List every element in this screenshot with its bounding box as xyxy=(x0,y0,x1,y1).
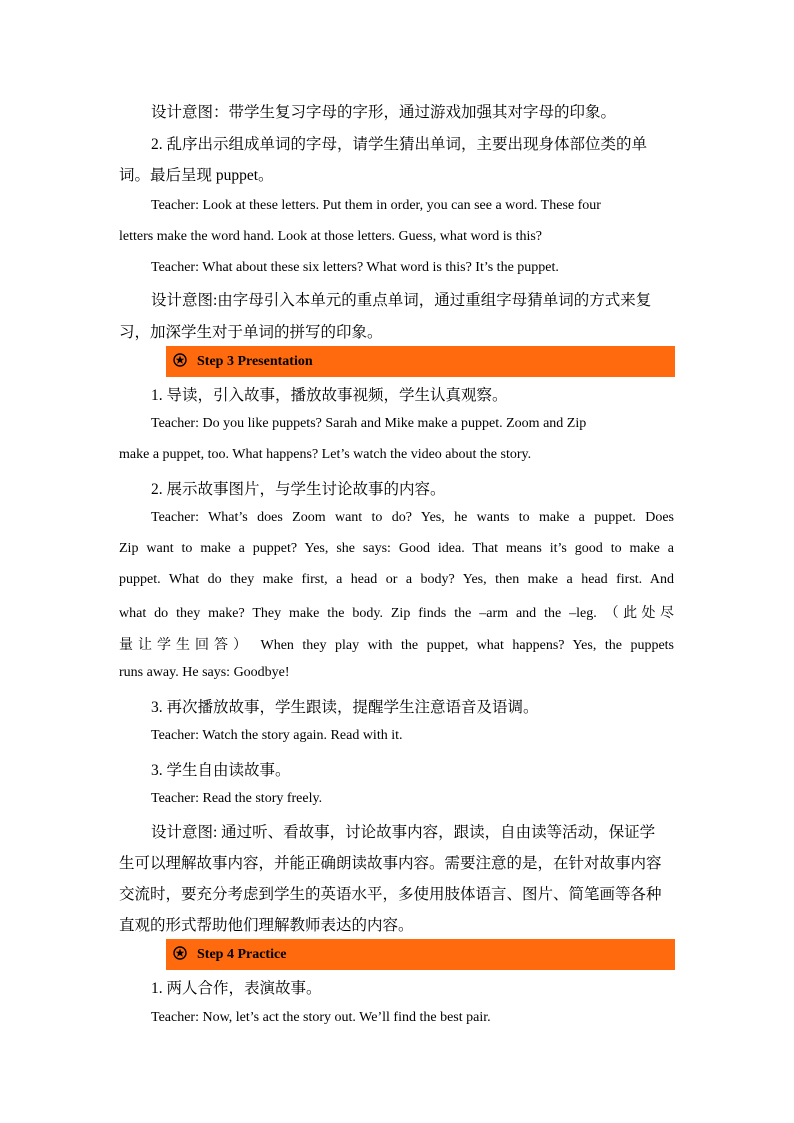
step3-teacher-2b: Zip want to make a puppet? Yes, she says: Good idea. That means it’s good to make a xyxy=(119,541,674,556)
design-intent-2-line-1: 设计意图:由字母引入本单元的重点单词，通过重组字母猜单词的方式来复 xyxy=(151,292,652,309)
teacher-line-1b: letters make the word hand. Look at those letters. Guess, what word is this? xyxy=(119,229,543,244)
design-intent-3-line-2: 生可以理解故事内容，并能正确朗读故事内容。需要注意的是，在针对故事内容 xyxy=(119,855,662,872)
step-4-header xyxy=(166,939,675,970)
step3-teacher-4: Teacher: Read the story freely. xyxy=(151,791,323,806)
design-intent-3-line-4: 直观的形式帮助他们理解教师表达的内容。 xyxy=(119,917,414,934)
step-3-title: Step 3 Presentation xyxy=(197,354,313,369)
design-intent-3-line-3: 交流时，要充分考虑到学生的英语水平，多使用肢体语言、图片、简笔画等各种 xyxy=(119,886,662,903)
star-circle-icon xyxy=(173,353,187,367)
teacher-line-2: Teacher: What about these six letters? What word is this? It’s the puppet. xyxy=(151,260,559,275)
step-4-title: Step 4 Practice xyxy=(197,947,287,962)
step4-item-1: 1. 两人合作，表演故事。 xyxy=(151,980,322,997)
step4-teacher-1: Teacher: Now, let’s act the story out. We’ll find the best pair. xyxy=(151,1010,491,1025)
step-3-header xyxy=(166,346,675,377)
star-circle-icon xyxy=(173,946,187,960)
step3-item-4: 3. 学生自由读故事。 xyxy=(151,762,291,779)
paragraph-2-line-2: 词。最后呈现 puppet。 xyxy=(119,167,274,184)
step3-teacher-2a: Teacher: What’s does Zoom want to do? Yes, he wants to make a puppet. Does xyxy=(151,510,674,525)
step3-item-2: 2. 展示故事图片，与学生讨论故事的内容。 xyxy=(151,481,446,498)
paragraph-2-line-1: 2. 乱序出示组成单词的字母，请学生猜出单词，主要出现身体部位类的单 xyxy=(151,136,648,153)
design-intent-3-line-1: 设计意图: 通过听、看故事，讨论故事内容，跟读，自由读等活动，保证学 xyxy=(151,824,656,841)
step3-teacher-3: Teacher: Watch the story again. Read with it. xyxy=(151,728,403,743)
teacher-line-1a: Teacher: Look at these letters. Put them in order, you can see a word. These four xyxy=(151,198,601,213)
design-intent-2-line-2: 习，加深学生对于单词的拼写的印象。 xyxy=(119,324,383,341)
design-intent-1: 设计意图：带学生复习字母的字形，通过游戏加强其对字母的印象。 xyxy=(151,104,617,121)
step3-teacher-1a: Teacher: Do you like puppets? Sarah and Mike make a puppet. Zoom and Zip xyxy=(151,416,587,431)
step3-teacher-2e: 量让学生回答） When they play with the puppet, what happens? Yes, the puppets xyxy=(119,638,674,653)
step3-teacher-1b: make a puppet, too. What happens? Let’s watch the video about the story. xyxy=(119,447,532,462)
step3-teacher-2c: puppet. What do they make first, a head or a body? Yes, then make a head first. And xyxy=(119,572,674,587)
step3-teacher-2f: runs away. He says: Goodbye! xyxy=(119,665,290,680)
step3-item-1: 1. 导读，引入故事，播放故事视频，学生认真观察。 xyxy=(151,387,508,404)
step3-item-3: 3. 再次播放故事，学生跟读，提醒学生注意语音及语调。 xyxy=(151,699,539,716)
step3-teacher-2d: what do they make? They make the body. Zip finds the –arm and the –leg. （此处尽 xyxy=(119,606,674,621)
